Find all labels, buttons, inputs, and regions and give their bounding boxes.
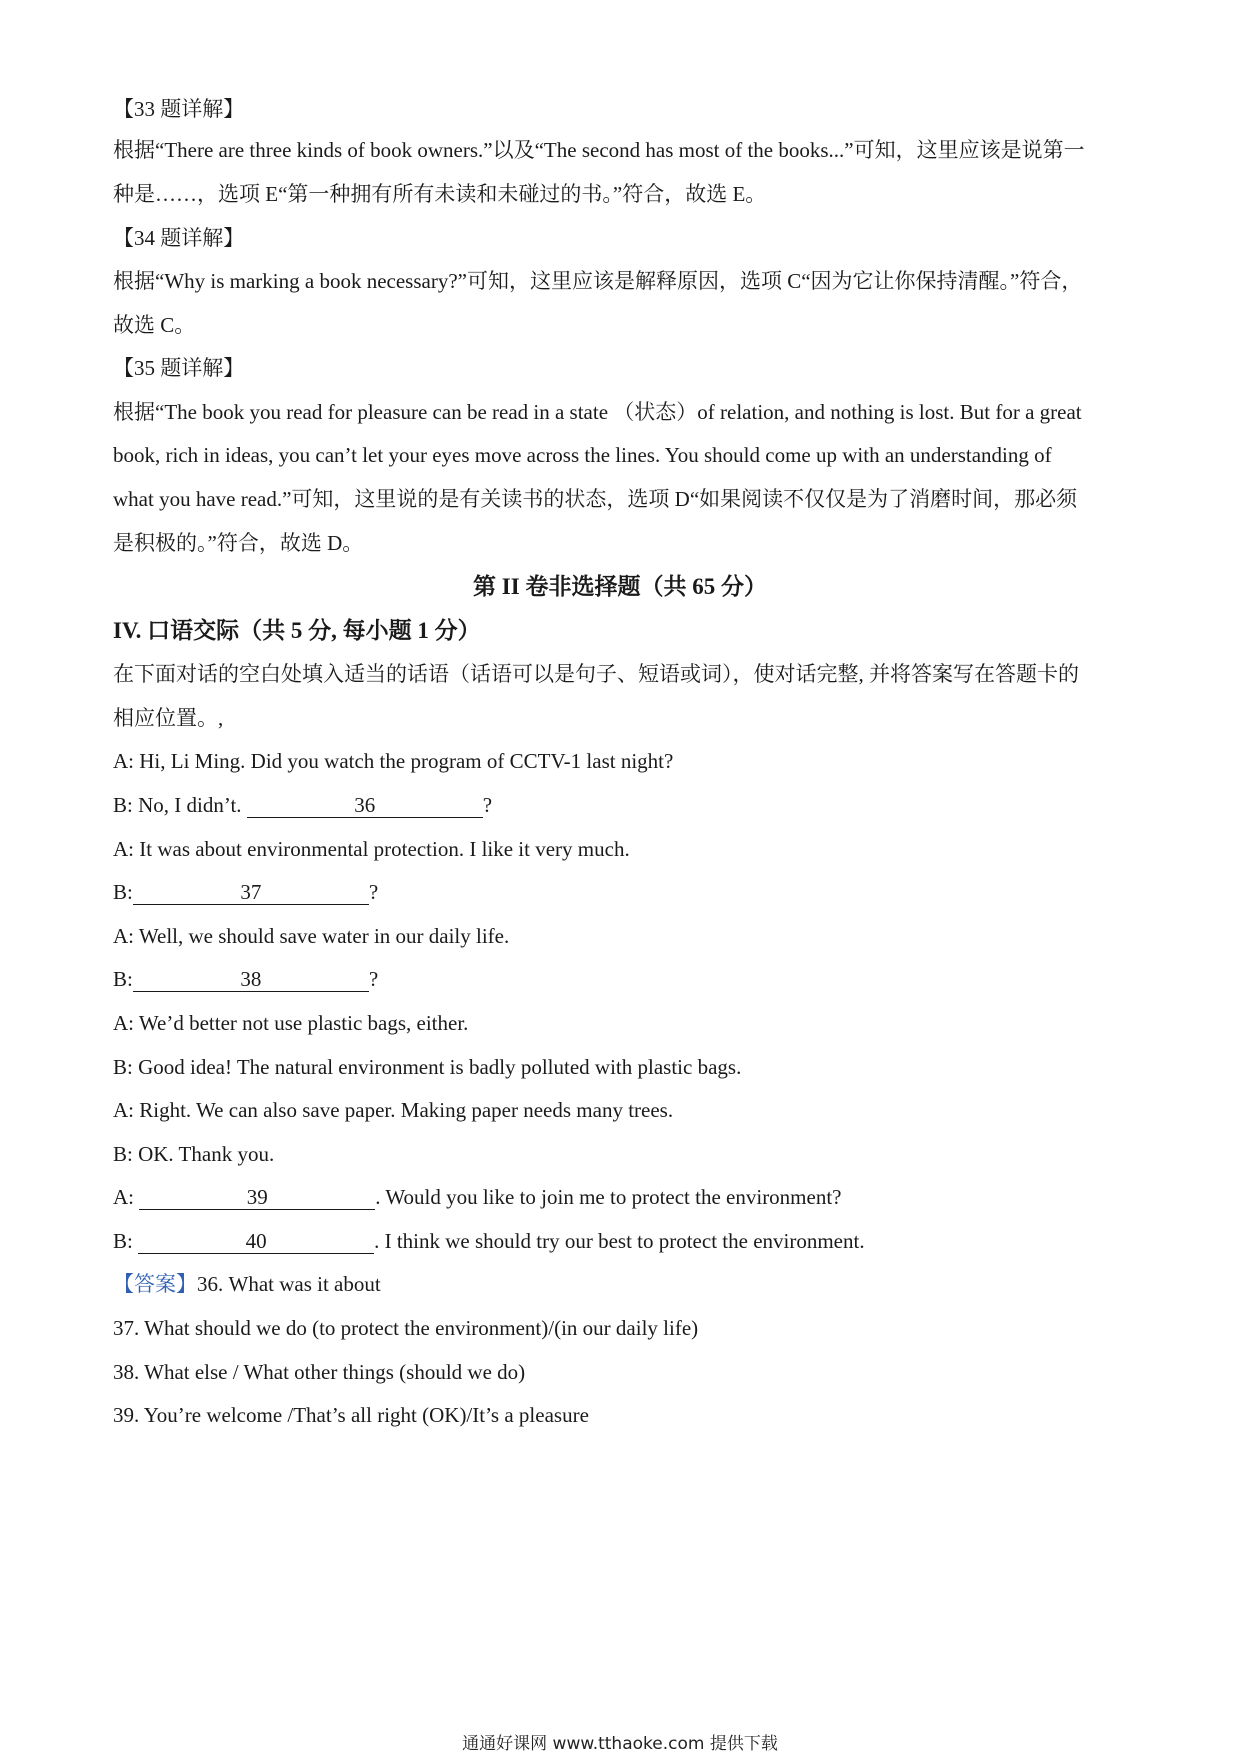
- blank-39: 39: [139, 1185, 375, 1210]
- section-title: 第 II 卷非选择题（共 65 分）: [473, 574, 767, 599]
- dialogue-line-3: A: It was about environmental protection. I like it very much.: [113, 837, 630, 861]
- dialogue-line-5: A: Well, we should save water in our daily life.: [113, 924, 510, 948]
- instructions-line-1: 在下面对话的空白处填入适当的话语（话语可以是句子、短语或词），使对话完整, 并将答案写在答题卡的: [113, 662, 1079, 686]
- punct: ?: [368, 880, 379, 904]
- q35-header: 【35 题详解】: [113, 356, 245, 380]
- blank-40: 40: [138, 1229, 374, 1254]
- q33-header: 【33 题详解】: [113, 97, 245, 121]
- instructions-line-2: 相应位置。,: [113, 706, 224, 730]
- dialogue-line-8: B: Good idea! The natural environment is badly polluted with plastic bags.: [113, 1055, 742, 1079]
- q35-text-line-2: book, rich in ideas, you can’t let your eyes move across the lines. You should come up with an understanding of: [113, 443, 1052, 467]
- blank-37: 37: [133, 880, 369, 905]
- answer-36: [113, 1269, 381, 1299]
- speaker-text: A:: [113, 1185, 134, 1209]
- answer-38: 38. What else / What other things (should we do): [113, 1360, 526, 1384]
- blank-36: 36: [247, 793, 483, 818]
- speaker-text: B: No, I didn’t.: [113, 793, 242, 817]
- q35-text-line-4: 是积极的。”符合，故选 D。: [113, 531, 364, 555]
- q34-header: 【34 题详解】: [113, 226, 245, 250]
- line-tail: . I think we should try our best to protect the environment.: [374, 1229, 865, 1253]
- speaker-text: B:: [113, 967, 133, 991]
- q34-text-line-1: 根据“Why is marking a book necessary?”可知，这里应该是解释原因，选项 C“因为它让你保持清醒。”符合，: [113, 269, 1083, 293]
- line-tail: . Would you like to join me to protect the environment?: [375, 1185, 842, 1209]
- answer-tag: 【答案】: [113, 1272, 197, 1296]
- speaker-text: B:: [113, 880, 133, 904]
- answer-36-text: 36. What was it about: [197, 1272, 381, 1296]
- q33-text-line-1: 根据“There are three kinds of book owners.”以及“The second has most of the books...”可知，这里应该是说第一: [113, 138, 1085, 162]
- answer-39: 39. You’re welcome /That’s all right (OK)/It’s a pleasure: [113, 1403, 589, 1427]
- dialogue-line-6: [113, 964, 378, 994]
- speaker-text: B:: [113, 1229, 133, 1253]
- q34-text-line-2: 故选 C。: [113, 313, 196, 337]
- answer-37: 37. What should we do (to protect the environment)/(in our daily life): [113, 1316, 699, 1340]
- dialogue-line-9: A: Right. We can also save paper. Making paper needs many trees.: [113, 1098, 674, 1122]
- q35-text-line-1: 根据“The book you read for pleasure can be read in a state （状态）of relation, and nothing is lost. But for a great: [113, 400, 1082, 424]
- dialogue-line-4: [113, 877, 378, 907]
- dialogue-line-12: [113, 1226, 865, 1256]
- dialogue-line-10: B: OK. Thank you.: [113, 1142, 275, 1166]
- punct: ?: [482, 793, 493, 817]
- blank-38: 38: [133, 967, 369, 992]
- dialogue-line-2: [113, 790, 492, 820]
- dialogue-line-7: A: We’d better not use plastic bags, either.: [113, 1011, 469, 1035]
- page-footer: 通通好课网 www.tthaoke.com 提供下载: [462, 1734, 778, 1754]
- part-title: IV. 口语交际（共 5 分, 每小题 1 分）: [113, 618, 481, 643]
- dialogue-line-11: [113, 1182, 842, 1212]
- punct: ?: [368, 967, 379, 991]
- dialogue-line-1: A: Hi, Li Ming. Did you watch the program of CCTV-1 last night?: [113, 749, 674, 773]
- q35-text-line-3: what you have read.”可知，这里说的是有关读书的状态，选项 D“如果阅读不仅仅是为了消磨时间，那必须: [113, 487, 1078, 511]
- q33-text-line-2: 种是……，选项 E“第一种拥有所有未读和未碰过的书。”符合，故选 E。: [113, 182, 767, 206]
